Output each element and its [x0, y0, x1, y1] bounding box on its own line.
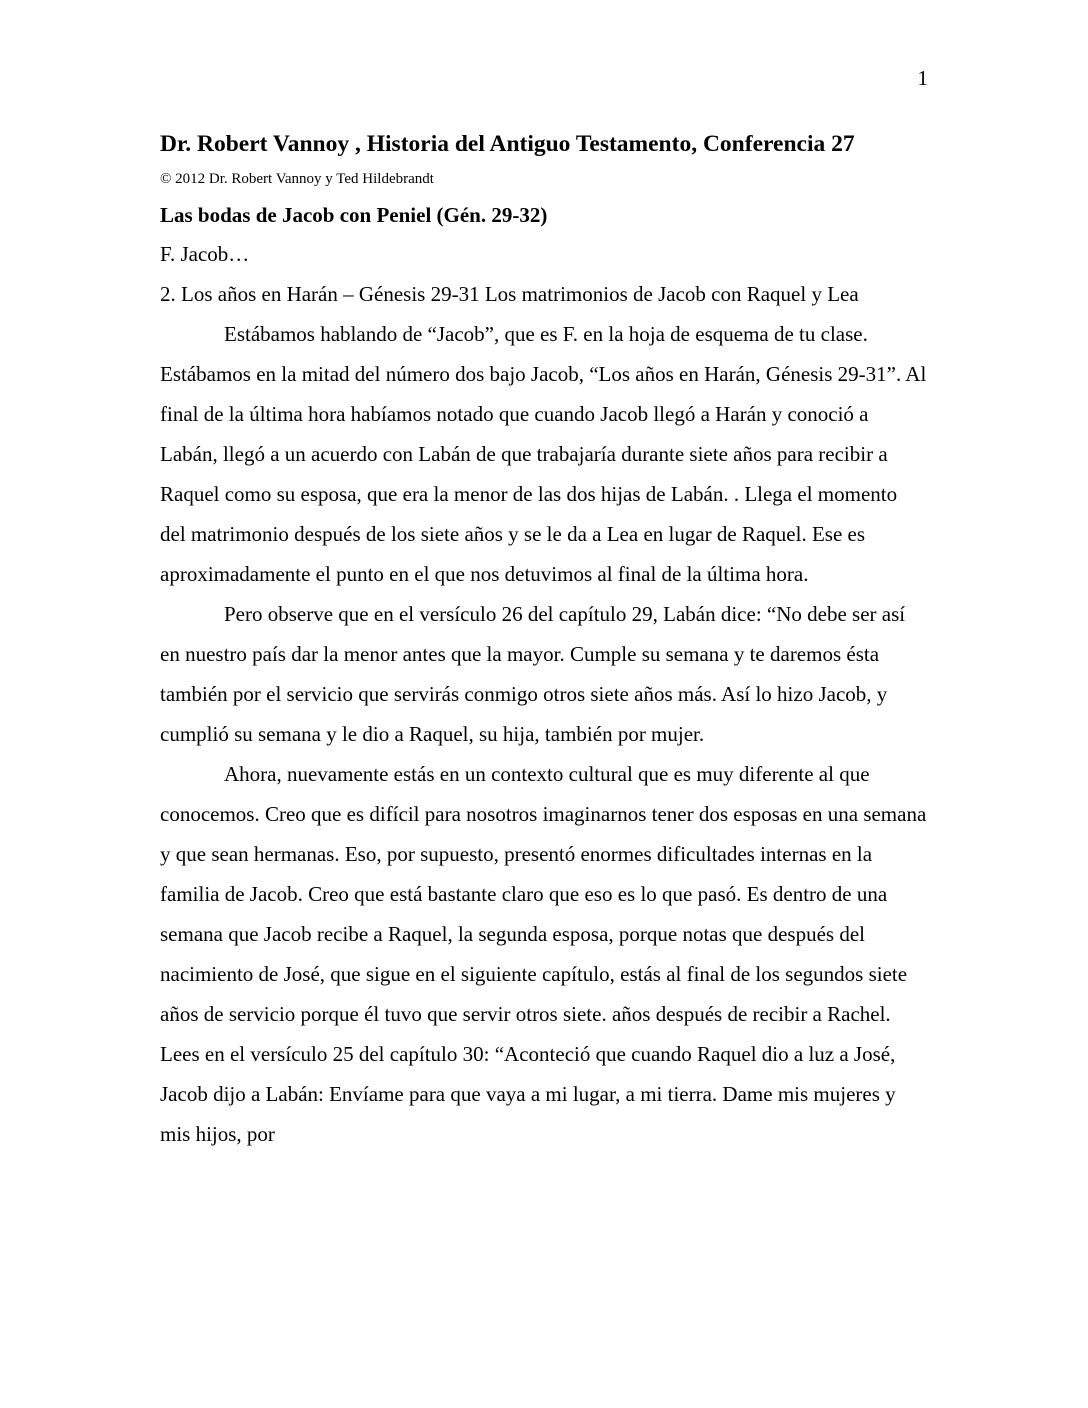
copyright-notice: © 2012 Dr. Robert Vannoy y Ted Hildebrandt [160, 171, 434, 187]
outline-heading-2: 2. Los años en Harán – Génesis 29-31 Los matrimonios de Jacob con Raquel y Lea [160, 282, 859, 306]
paragraph-1: Estábamos hablando de “Jacob”, que es F. en la hoja de esquema de tu clase. Estábamos en la mitad del número dos bajo Jacob, “Los años en Harán, Génesis 29-31”. Al final de la última hora habíamos notado que cuando Jacob llegó a Harán y conoció a Labán, llegó a un acuerdo con Labán de que trabajaría durante siete años para recibir a Raquel como su esposa, que era la menor de las dos hijas de Labán. . Llega el momento del matrimonio después de los siete años y se le da a Lea en lugar de Raquel. Ese es aproximadamente el punto en el que nos detuvimos al final de la última hora. [160, 322, 927, 586]
page-number: 1 [917, 66, 928, 90]
lecture-subtitle: Las bodas de Jacob con Peniel (Gén. 29-32) [160, 203, 548, 227]
document-body [160, 126, 928, 1154]
paragraph-3: Ahora, nuevamente estás en un contexto cultural que es muy diferente al que conocemos. Creo que es difícil para nosotros imaginarnos tener dos esposas en una semana y que sean hermanas. Eso, por supuesto, presentó enormes dificultades internas en la familia de Jacob. Creo que está bastante claro que eso es lo que pasó. Es dentro de una semana que Jacob recibe a Raquel, la segunda esposa, porque notas que después del nacimiento de José, que sigue en el siguiente capítulo, estás al final de los segundos siete años de servicio porque él tuvo que servir otros siete. años después de recibir a Rachel. Lees en el versículo 25 del capítulo 30: “Aconteció que cuando Raquel dio a luz a José, Jacob dijo a Labán: Envíame para que vaya a mi lugar, a mi tierra. Dame mis mujeres y mis hijos, por [160, 762, 927, 1146]
paragraph-2: Pero observe que en el versículo 26 del capítulo 29, Labán dice: “No debe ser así en nuestro país dar la menor antes que la mayor. Cumple su semana y te daremos ésta también por el servicio que servirás conmigo otros siete años más. Así lo hizo Jacob, y cumplió su semana y le dio a Raquel, su hija, también por mujer. [160, 602, 906, 746]
outline-heading-f: F. Jacob… [160, 242, 250, 266]
document-title: Dr. Robert Vannoy , Historia del Antiguo Testamento, Conferencia 27 [160, 131, 855, 157]
